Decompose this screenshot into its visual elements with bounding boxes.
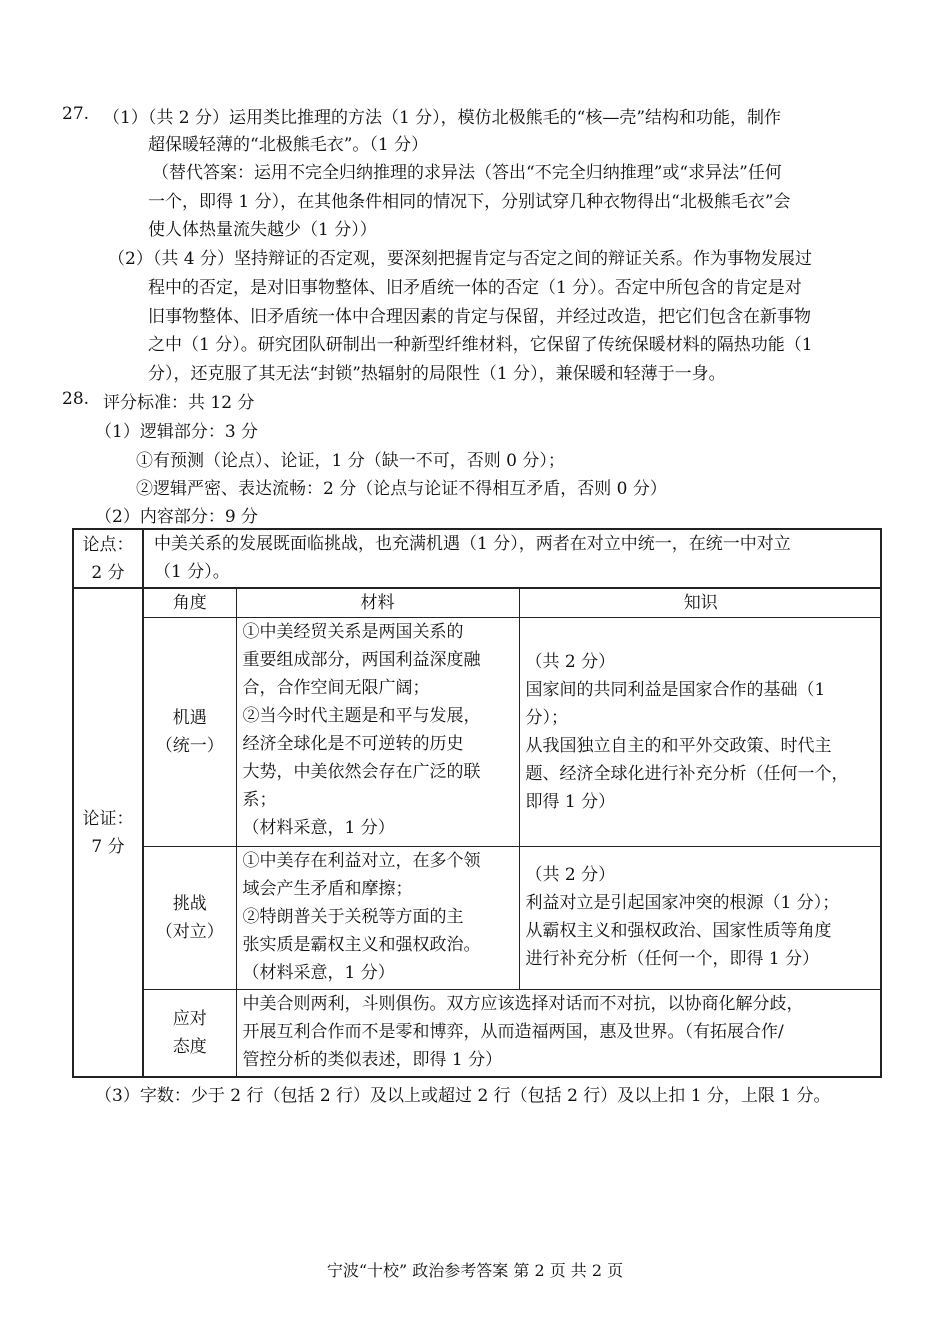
- thesis-text-cell: [143, 529, 881, 588]
- angle-text: （统一）: [155, 736, 224, 756]
- knowledge-line: 从我国独立自主的和平外交政策、时代主: [525, 736, 832, 756]
- q27-p2-line: 旧事物整体、旧矛盾统一体中合理因素的肯定与保留，并经过改造，把它们包含在新事物: [148, 307, 811, 327]
- page-footer: 宁波“十校” 政治参考答案 第 2 页 共 2 页: [326, 1261, 624, 1280]
- opportunity-knowledge: [519, 618, 882, 847]
- q27-p1-line: （1）（共 2 分）运用类比推理的方法（1 分），模仿北极熊毛的“核—壳”结构和功能，制作: [103, 108, 782, 128]
- angle-text: 机遇: [172, 708, 207, 728]
- attitude-row: [144, 990, 882, 1077]
- q27-p1-line: （替代答案：运用不完全归纳推理的求异法（答出“不完全归纳推理”或“求异法”任何: [152, 163, 782, 183]
- material-line: ①中美存在利益对立，在多个领: [242, 851, 481, 871]
- q27-p2-line: 分），还克服了其无法“封锁”热辐射的局限性（1 分），兼保暖和轻薄于一身。: [148, 364, 726, 384]
- material-line: 大势，中美依然会存在广泛的联: [242, 762, 481, 782]
- material-line: 系；: [242, 790, 277, 810]
- proof-label-cell: [73, 588, 143, 1077]
- q27-p2-line: 之中（1 分）。研究团队研制出一种新型纤维材料，它保留了传统保暖材料的隔热功能（1: [148, 335, 813, 355]
- opportunity-row: [144, 618, 882, 847]
- knowledge-line: 题、经济全球化进行补充分析（任何一个，: [525, 764, 849, 784]
- proof-label: 论证：: [82, 808, 134, 829]
- attitude-angle: [144, 990, 236, 1077]
- thesis-score: 2 分: [91, 562, 125, 583]
- challenge-angle: [144, 847, 236, 990]
- angle-text: 挑战: [172, 894, 207, 914]
- knowledge-line: 利益对立是引起国家冲突的根源（1 分）；: [525, 893, 840, 913]
- q27-p1-line: 超保暖轻薄的“北极熊毛衣”。（1 分）: [148, 135, 429, 155]
- material-line: ②当今时代主题是和平与发展，: [242, 706, 481, 726]
- angle-text: （对立）: [155, 922, 224, 942]
- knowledge-line: 即得 1 分）: [525, 792, 616, 812]
- q28-number: 28.: [62, 389, 90, 409]
- thesis-row: [73, 529, 881, 588]
- scoring-table: [72, 528, 882, 1078]
- material-line: 重要组成部分，两国利益深度融: [242, 650, 481, 670]
- opportunity-material: [236, 618, 519, 847]
- material-line: 张实质是霸权主义和强权政治。: [242, 935, 481, 955]
- challenge-knowledge: [519, 847, 882, 990]
- q28-logic-heading: （1）逻辑部分：3 分: [95, 422, 259, 442]
- q27-p2-line: 程中的否定，是对旧事物整体、旧矛盾统一体的否定（1 分）。否定中所包含的肯定是对: [148, 278, 802, 298]
- q27-number: 27.: [62, 104, 90, 124]
- knowledge-line: （共 2 分）: [525, 652, 616, 672]
- material-line: （材料采意，1 分）: [242, 818, 395, 838]
- q27-p1-line: 使人体热量流失越少（1 分））: [148, 220, 377, 240]
- q28-logic-item: ①有预测（论点）、论证，1 分（缺一不可，否则 0 分）；: [136, 451, 565, 471]
- attitude-text: [236, 990, 882, 1077]
- thesis-label: 论点：: [82, 534, 134, 555]
- header-material: 材料: [236, 589, 519, 618]
- angle-text: 态度: [172, 1037, 207, 1057]
- material-line: （材料采意，1 分）: [242, 963, 395, 983]
- proof-score: 7 分: [91, 836, 125, 857]
- q28-content-heading: （2）内容部分：9 分: [95, 507, 259, 527]
- q27-p1-line: 一个，即得 1 分），在其他条件相同的情况下，分别试穿几种衣物得出“北极熊毛衣”会: [148, 192, 791, 212]
- knowledge-line: 从霸权主义和强权政治、国家性质等角度: [525, 921, 832, 941]
- challenge-row: [144, 847, 882, 990]
- q28-logic-item: ②逻辑严密、表达流畅：2 分（论点与论证不得相互矛盾，否则 0 分）: [136, 479, 667, 499]
- knowledge-line: 国家间的共同利益是国家合作的基础（1: [525, 680, 826, 700]
- thesis-text-line: （1 分）。: [154, 562, 230, 582]
- q27-p2-line: （2）（共 4 分）坚持辩证的否定观，要深刻把握肯定与否定之间的辩证关系。作为事物发展过: [108, 249, 812, 269]
- opportunity-angle: [144, 618, 236, 847]
- material-line: ①中美经贸关系是两国关系的: [242, 622, 464, 642]
- angle-text: 应对: [172, 1009, 207, 1029]
- knowledge-line: 进行补充分析（任何一个，即得 1 分）: [525, 949, 820, 969]
- proof-row: [73, 588, 881, 1077]
- material-line: 域会产生矛盾和摩擦；: [242, 879, 413, 899]
- q28-word-count: （3）字数：少于 2 行（包括 2 行）及以上或超过 2 行（包括 2 行）及以上扣 1 分，上限 1 分。: [95, 1086, 831, 1106]
- attitude-line: 中美合则两利，斗则俱伤。双方应该选择对话而不对抗，以协商化解分歧，: [242, 994, 804, 1014]
- material-line: 合，合作空间无限广阔；: [242, 678, 430, 698]
- header-angle: 角度: [144, 589, 236, 618]
- knowledge-line: （共 2 分）: [525, 865, 616, 885]
- proof-header-row: [144, 589, 882, 618]
- proof-inner-table: [144, 589, 882, 1076]
- attitude-line: 管控分析的类似表述，即得 1 分）: [242, 1050, 503, 1070]
- knowledge-line: 分）；: [525, 708, 568, 728]
- header-knowledge: 知识: [519, 589, 882, 618]
- thesis-label-cell: [73, 529, 143, 588]
- attitude-line: 开展互利合作而不是零和博弈，从而造福两国，惠及世界。（有拓展合作/: [242, 1022, 784, 1042]
- q28-title: 评分标准：共 12 分: [103, 393, 255, 413]
- proof-detail-cell: [143, 588, 881, 1077]
- material-line: 经济全球化是不可逆转的历史: [242, 734, 464, 754]
- thesis-text-line: 中美关系的发展既面临挑战，也充满机遇（1 分），两者在对立中统一，在统一中对立: [154, 534, 791, 554]
- challenge-material: [236, 847, 519, 990]
- material-line: ②特朗普关于关税等方面的主: [242, 907, 464, 927]
